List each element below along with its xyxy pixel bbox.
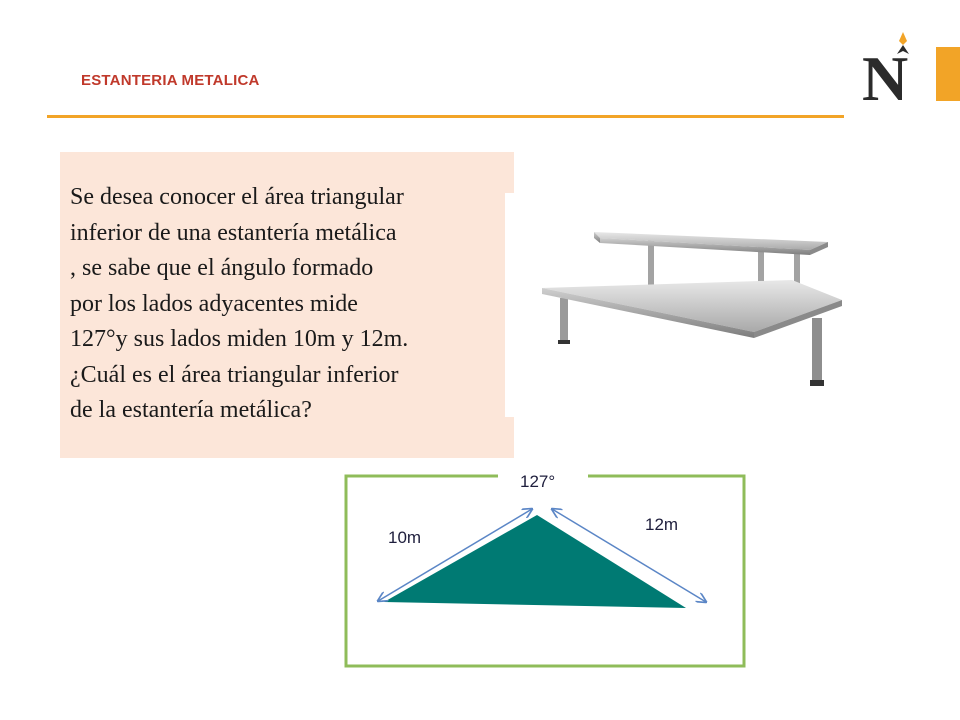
triangle-shape [384,515,686,608]
logo-accent-bar [936,47,960,101]
lower-shelf [542,280,842,338]
metal-shelf-image [530,208,860,398]
upper-shelf [594,232,828,255]
university-logo [858,28,918,106]
side-left-label: 10m [388,528,422,547]
problem-statement: Se desea conocer el área triangular inferior de una estantería metálica , se sabe que el ángulo formado por los lados adyacentes mide 127°y sus lados miden 10m y 12m. ¿Cuál es el área triangular inferior de la estantería metálica? [70,184,409,423]
triangle-diagram [340,462,750,672]
side-right-label: 12m [645,515,679,534]
slide-title: ESTANTERIA METALICA [81,72,260,89]
angle-label: 127° [520,472,556,491]
title-divider [47,115,844,118]
logo-letter: N [862,43,909,106]
